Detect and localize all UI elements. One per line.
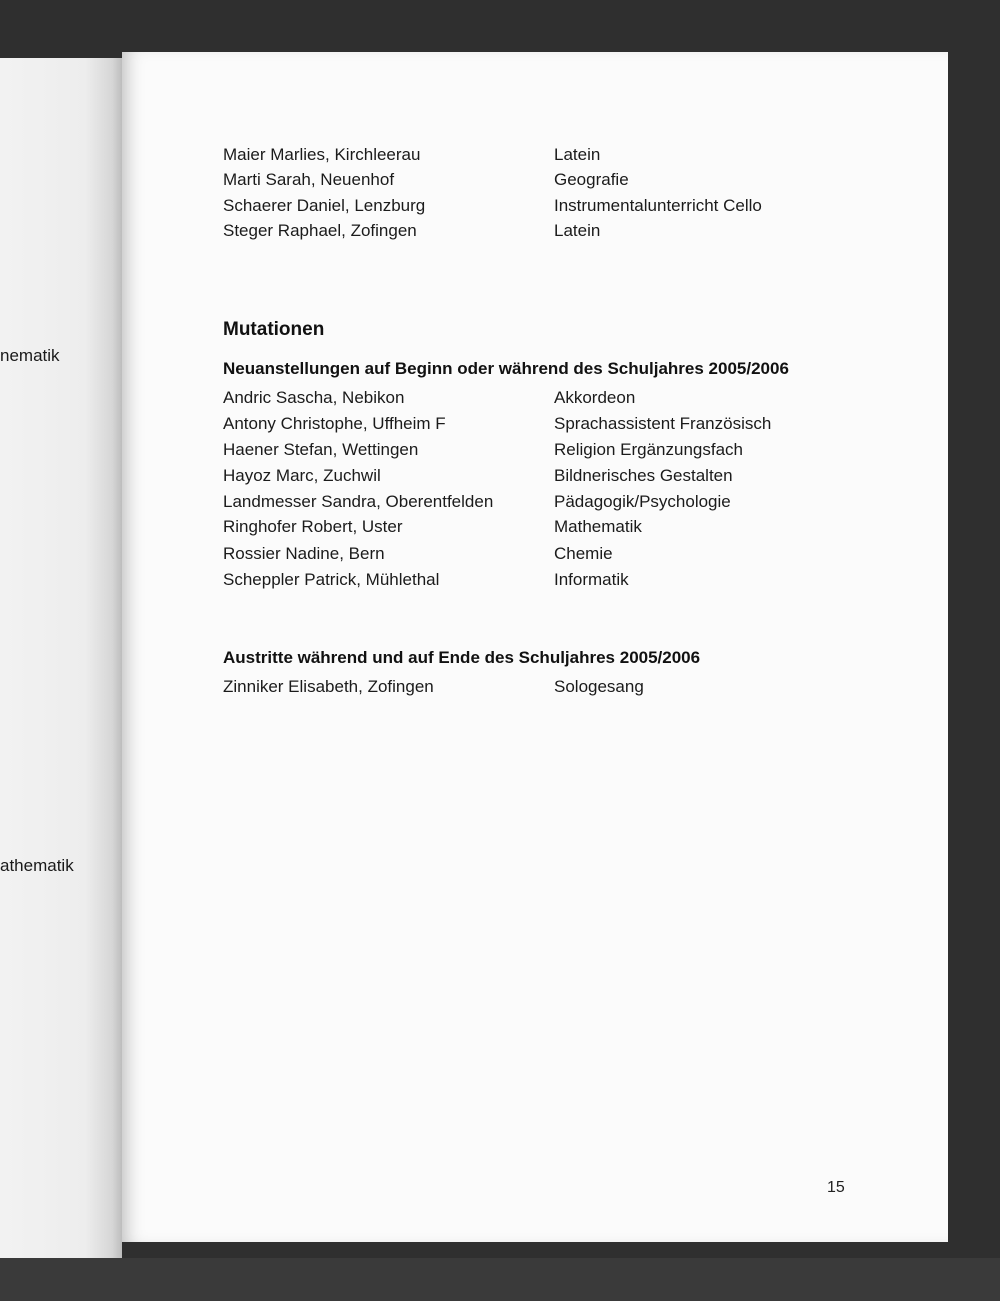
new-hire-row [223, 440, 744, 460]
staff-row [223, 196, 762, 216]
staff-name: Marti Sarah, Neuenhof [223, 170, 395, 189]
new-hire-name: Ringhofer Robert, Uster [223, 517, 403, 536]
staff-row [223, 170, 629, 190]
new-hire-row [223, 466, 733, 486]
new-hire-name: Landmesser Sandra, Oberentfelden [223, 492, 494, 511]
left-page-fragment: nematik [0, 346, 60, 365]
staff-row [223, 145, 601, 165]
scan-background [0, 1258, 1000, 1301]
staff-row [223, 221, 601, 241]
new-hire-subject: Sprachassistent Französisch [554, 414, 772, 433]
staff-name: Steger Raphael, Zofingen [223, 221, 417, 240]
departures-heading: Austritte während und auf Ende des Schuljahres 2005/2006 [223, 648, 701, 667]
left-page-fragment: athematik [0, 856, 74, 875]
new-hire-subject: Akkordeon [554, 388, 636, 407]
left-page [0, 58, 122, 1258]
new-hire-row [223, 492, 731, 512]
staff-subject: Latein [554, 221, 601, 240]
new-hire-row [223, 414, 772, 434]
staff-subject: Instrumentalunterricht Cello [554, 196, 762, 215]
new-hire-name: Rossier Nadine, Bern [223, 544, 385, 563]
new-hire-name: Andric Sascha, Nebikon [223, 388, 405, 407]
new-hire-name: Haener Stefan, Wettingen [223, 440, 419, 459]
new-hire-row [223, 544, 613, 564]
staff-subject: Geografie [554, 170, 629, 189]
new-hire-subject: Pädagogik/Psychologie [554, 492, 731, 511]
new-hire-row [223, 388, 636, 408]
departure-row [223, 677, 644, 697]
departure-subject: Sologesang [554, 677, 644, 696]
new-hire-name: Antony Christophe, Uffheim F [223, 414, 446, 433]
new-hire-subject: Informatik [554, 570, 629, 589]
staff-subject: Latein [554, 145, 601, 164]
section-title: Mutationen [223, 319, 325, 340]
new-hire-row [223, 517, 642, 537]
page-number: 15 [827, 1179, 845, 1196]
new-hire-subject: Chemie [554, 544, 613, 563]
departure-name: Zinniker Elisabeth, Zofingen [223, 677, 434, 696]
new-hire-subject: Mathematik [554, 517, 642, 536]
new-hire-subject: Religion Ergänzungsfach [554, 440, 744, 459]
new-hire-subject: Bildnerisches Gestalten [554, 466, 733, 485]
new-hires-heading: Neuanstellungen auf Beginn oder während des Schuljahres 2005/2006 [223, 359, 789, 378]
staff-name: Maier Marlies, Kirchleerau [223, 145, 421, 164]
new-hire-name: Hayoz Marc, Zuchwil [223, 466, 381, 485]
new-hire-row [223, 570, 629, 590]
staff-name: Schaerer Daniel, Lenzburg [223, 196, 426, 215]
new-hire-name: Scheppler Patrick, Mühlethal [223, 570, 440, 589]
